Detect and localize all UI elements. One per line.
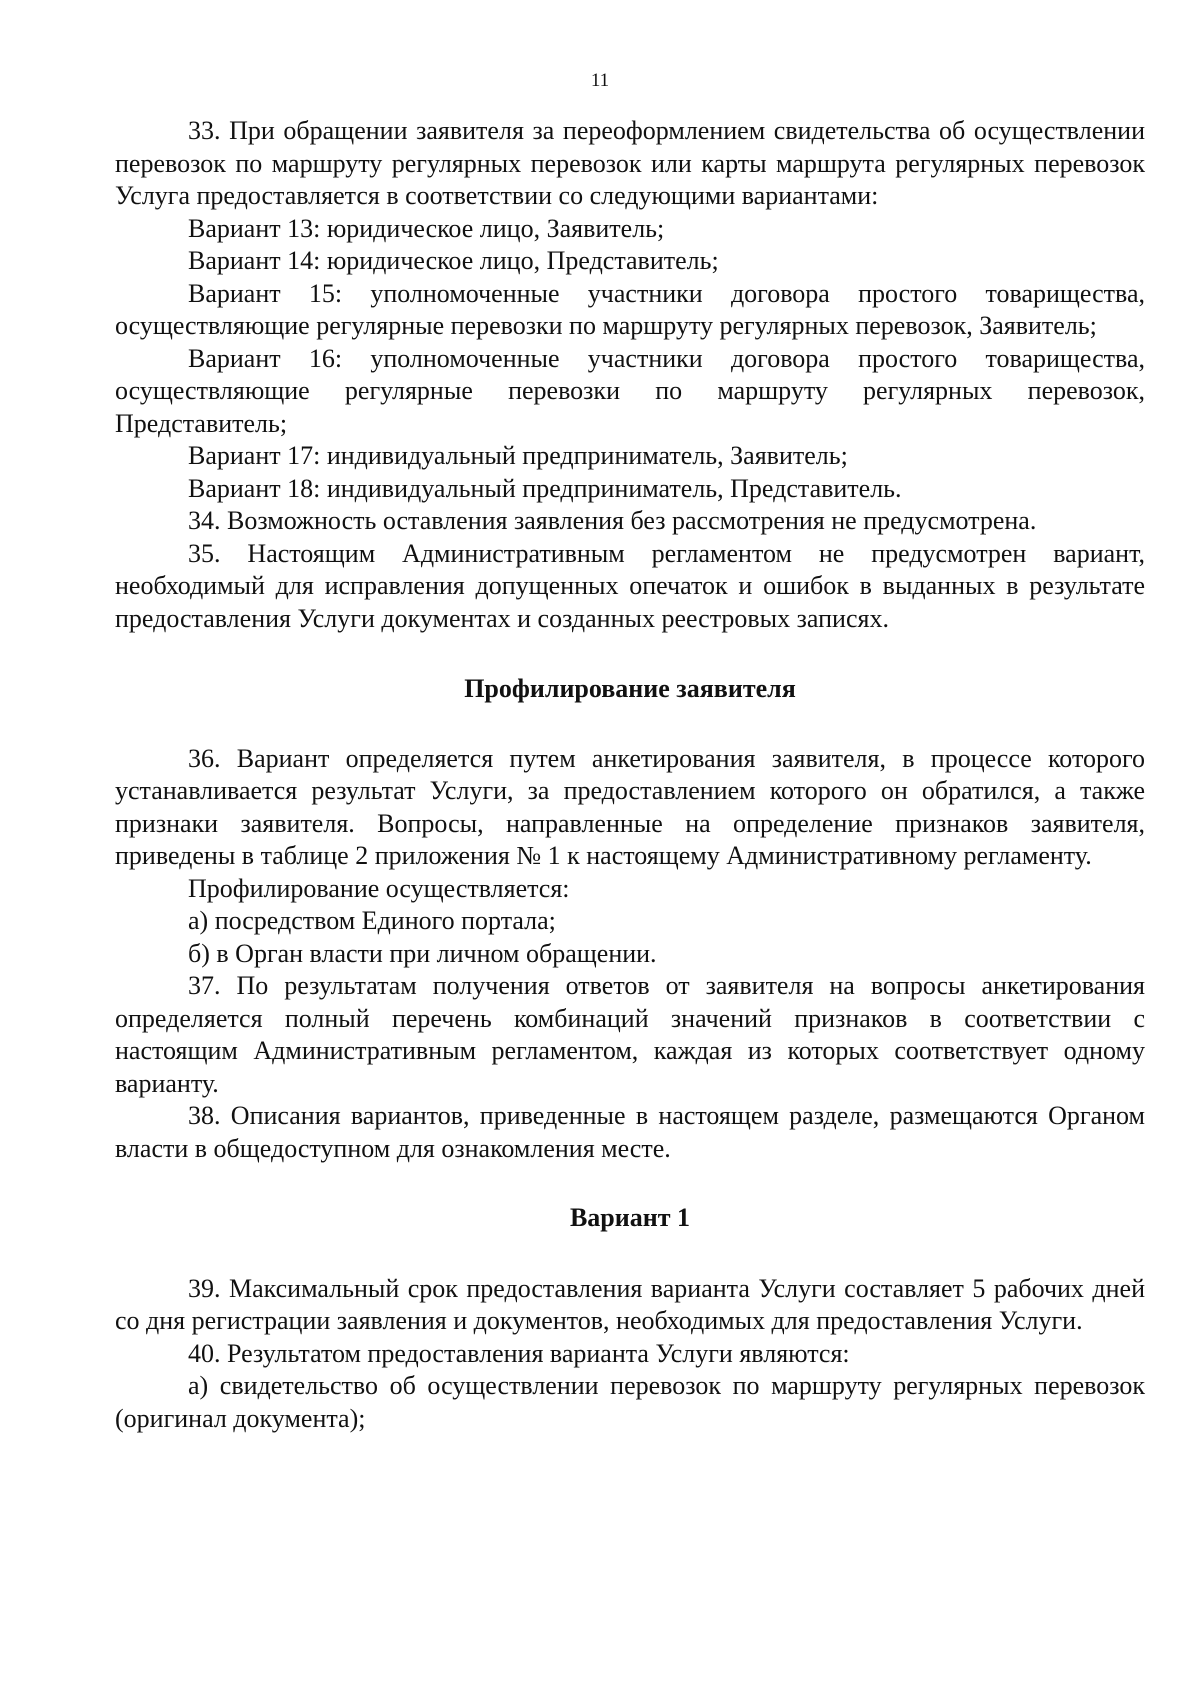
paragraph-39: 39. Максимальный срок предоставления варианта Услуги составляет 5 рабочих дней со дня регистрации заявления и документов, необходимых для предоставления Услуги. <box>115 1273 1145 1335</box>
profiling-intro-line: Профилирование осуществляется: <box>188 873 570 903</box>
page-number: 11 <box>590 70 610 91</box>
paragraph-36: 36. Вариант определяется путем анкетирования заявителя, в процессе которого устанавливается результат Услуги, за предоставлением которого он обратился, а также признаки заявителя. Вопросы, направленные на определение признаков заявителя, приведены в таблице 2 приложения № 1 к настоящему Административному регламенту. <box>115 743 1145 870</box>
paragraph-34: 34. Возможность оставления заявления без рассмотрения не предусмотрена. <box>188 506 1037 535</box>
profiling-item-b: б) в Орган власти при личном обращении. <box>188 938 657 968</box>
paragraph-40: 40. Результатом предоставления варианта Услуги являются: <box>188 1338 850 1368</box>
document-body <box>115 115 1145 1435</box>
paragraph-33: 33. При обращении заявителя за переоформлением свидетельства об осуществлении перевозок по маршруту регулярных перевозок или карты маршрута регулярных перевозок Услуга предоставляется в соответствии со следующими вариантами: <box>115 116 1145 210</box>
variant-15-line: Вариант 15: уполномоченные участники договора простого товарищества, осуществляющие регулярные перевозки по маршруту регулярных перевозок, Заявитель; <box>115 278 1145 340</box>
variant-14-line: Вариант 14: юридическое лицо, Представитель; <box>188 246 719 275</box>
variant-17-line: Вариант 17: индивидуальный предприниматель, Заявитель; <box>188 441 848 470</box>
paragraph-35: 35. Настоящим Административным регламентом не предусмотрен вариант, необходимый для исправления допущенных опечаток и ошибок в выданных в результате предоставления Услуги документах и созданных реестровых записях. <box>115 538 1145 633</box>
result-item-a: а) свидетельство об осуществлении перевозок по маршруту регулярных перевозок (оригинал документа); <box>115 1371 1145 1433</box>
paragraph-38: 38. Описания вариантов, приведенные в настоящем разделе, размещаются Органом власти в общедоступном для ознакомления месте. <box>115 1101 1145 1163</box>
variant-16-line: Вариант 16: уполномоченные участники договора простого товарищества, осуществляющие регулярные перевозки по маршруту регулярных перевозок, Представитель; <box>115 343 1145 438</box>
variant-13-line: Вариант 13: юридическое лицо, Заявитель; <box>188 213 665 243</box>
profiling-item-a: а) посредством Единого портала; <box>188 906 556 935</box>
section-heading-variant-1: Вариант 1 <box>569 1203 691 1232</box>
section-heading-profiling: Профилирование заявителя <box>464 674 796 703</box>
variant-18-line: Вариант 18: индивидуальный предприниматель, Представитель. <box>188 473 902 503</box>
paragraph-37: 37. По результатам получения ответов от заявителя на вопросы анкетирования определяется полный перечень комбинаций значений признаков в соответствии с настоящим Административным регламентом, каждая из которых соответствует одному варианту. <box>115 971 1145 1098</box>
